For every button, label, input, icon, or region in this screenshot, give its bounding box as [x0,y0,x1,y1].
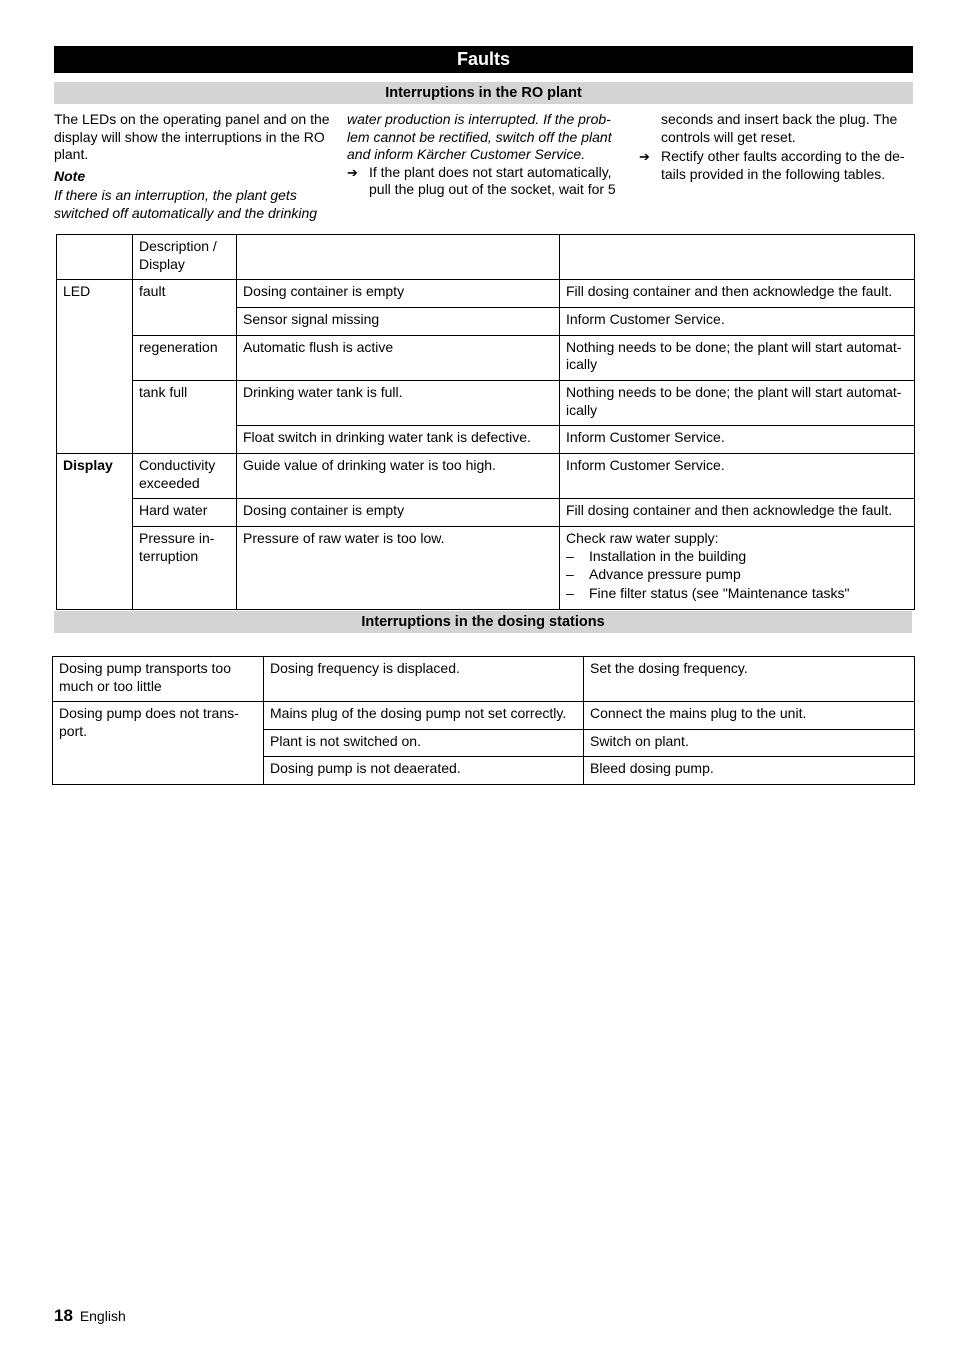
table-cell [57,235,133,280]
desc-cell: fault [133,280,237,336]
table-row [57,454,915,499]
intro-column-1 [54,111,330,223]
table-row [53,702,915,730]
fault-cell: Dosing pump transports too much or too little [53,657,264,702]
table-row [57,280,915,308]
table-cell [237,235,560,280]
step-item [639,148,914,183]
remedy-cell: Connect the mains plug to the unit. [584,702,915,730]
remedy-cell: Nothing needs to be done; the plant will start automat-ically [560,335,915,380]
table-cell [560,235,915,280]
remedy-cell: Inform Customer Service. [560,307,915,335]
remedy-cell: Inform Customer Service. [560,454,915,499]
table-row [57,526,915,609]
dash-mark: – [566,547,574,564]
remedy-cell: Fill dosing container and then acknowledge the fault. [560,499,915,527]
page-number: 18 [54,1306,73,1325]
table-header-row [57,235,915,280]
cause-cell: Dosing container is empty [237,499,560,527]
table-row [57,499,915,527]
intro-text: The LEDs on the operating panel and on the display will show the interruptions in the RO plant. [54,111,330,163]
intro-column-2 [347,111,625,199]
cause-cell: Float switch in drinking water tank is defective. [237,426,560,454]
cause-cell: Plant is not switched on. [264,729,584,757]
footer-language: English [79,1308,126,1324]
desc-cell: Conductivity exceeded [133,454,237,499]
table-header-description: Description / Display [133,235,237,280]
remedy-cell: Switch on plant. [584,729,915,757]
arrow-icon: ➔ [347,164,358,180]
cause-cell: Mains plug of the dosing pump not set correctly. [264,702,584,730]
section-heading-dosing: Interruptions in the dosing stations [54,611,912,633]
group-cell-led: LED [57,280,133,454]
remedy-list-text: Advance pressure pump [589,566,741,583]
remedy-cell: Nothing needs to be done; the plant will start automat-ically [560,380,915,425]
table-row [57,380,915,425]
remedy-cell [560,526,915,609]
dash-mark: – [566,566,574,583]
table-row [53,657,915,702]
table-row [57,335,915,380]
step-text-1: If the plant does not start automatically, pull the plug out of the socket, wait for 5 [369,163,616,198]
dash-mark: – [566,584,574,601]
desc-cell: Hard water [133,499,237,527]
cause-cell: Guide value of drinking water is too high. [237,454,560,499]
remedy-text: Check raw water supply: [566,529,719,546]
cause-cell: Pressure of raw water is too low. [237,526,560,609]
note-text-2: water production is interrupted. If the prob-lem cannot be rectified, switch off the plant and inform Kärcher Customer Service. [347,111,612,163]
step-text-2: Rectify other faults according to the de-tails provided in the following tables. [661,148,905,182]
dosing-fault-table [52,656,915,785]
remedy-cell: Inform Customer Service. [560,426,915,454]
cause-cell: Dosing frequency is displaced. [264,657,584,702]
remedy-cell: Bleed dosing pump. [584,757,915,785]
cause-cell: Sensor signal missing [237,307,560,335]
remedy-list-item [566,585,908,603]
note-text-1: If there is an interruption, the plant gets switched off automatically and the drinking [54,187,318,221]
remedy-cell: Set the dosing frequency. [584,657,915,702]
remedy-list-text: Installation in the building [589,547,747,564]
remedy-list-item [566,566,908,584]
desc-cell: regeneration [133,335,237,380]
arrow-icon: ➔ [639,149,650,165]
step-text-1b: seconds and insert back the plug. The controls will get reset. [661,111,898,145]
cause-cell: Drinking water tank is full. [237,380,560,425]
intro-column-3 [639,111,914,183]
note-label: Note [54,167,86,184]
group-cell-display: Display [57,454,133,610]
remedy-cell: Fill dosing container and then acknowledge the fault. [560,280,915,308]
step-item [347,164,625,199]
desc-cell: tank full [133,380,237,453]
cause-cell: Dosing container is empty [237,280,560,308]
cause-cell: Automatic flush is active [237,335,560,380]
page-footer [54,1307,126,1326]
desc-cell: Pressure in-terruption [133,526,237,609]
section-heading-ro-plant: Interruptions in the RO plant [54,82,913,104]
ro-fault-table [56,234,915,610]
remedy-list-item [566,548,908,566]
cause-cell: Dosing pump is not deaerated. [264,757,584,785]
page-title: Faults [54,46,913,73]
remedy-list-text: Fine filter status (see "Maintenance tasks" [589,584,850,601]
fault-cell: Dosing pump does not trans-port. [53,702,264,785]
